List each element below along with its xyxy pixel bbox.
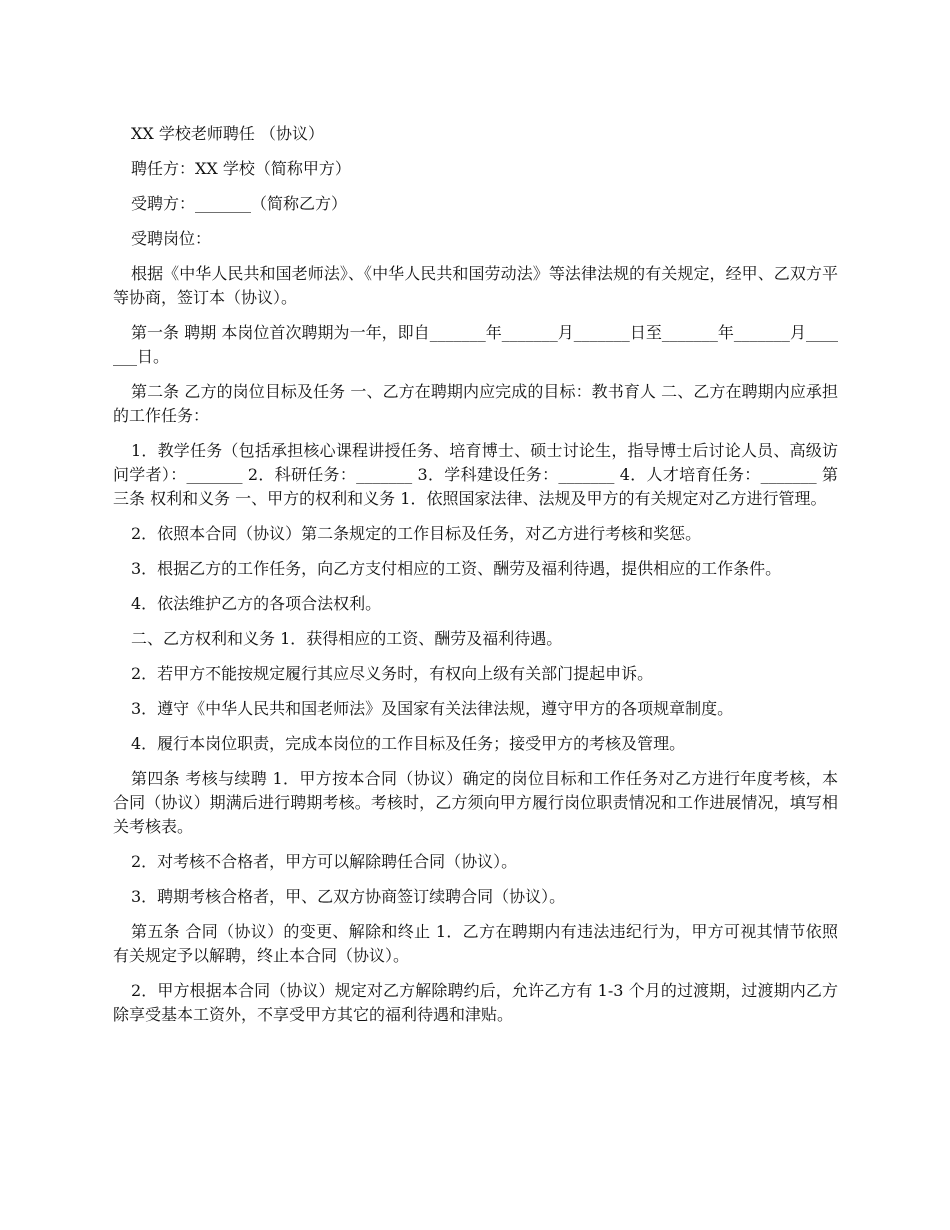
article-1-paragraph: 第一条 聘期 本岗位首次聘期为一年，即自_______年_______月_______日至_______年_______月_______日。 <box>113 323 838 366</box>
article-5-item-2: 2．甲方根据本合同（协议）规定对乙方解除聘约后，允许乙方有 1-3 个月的过渡期，过渡期内乙方除享受基本工资外，不享受甲方其它的福利待遇和津贴。 <box>113 981 838 1024</box>
employer-line: 聘任方：XX 学校（简称甲方） <box>131 159 351 178</box>
position-line: 受聘岗位： <box>131 229 212 248</box>
article-4-paragraph: 第四条 考核与续聘 1．甲方按本合同（协议）确定的岗位目标和工作任务对乙方进行年度考核，本合同（协议）期满后进行聘期考核。考核时，乙方须向甲方履行岗位职责情况和工作进展情况，填写相关考核表。 <box>113 769 838 836</box>
employer-duty-4: 4．依法维护乙方的各项合法权利。 <box>131 594 382 613</box>
employee-rights-1: 二、乙方权利和义务 1．获得相应的工资、酬劳及福利待遇。 <box>131 629 563 648</box>
employer-duty-2: 2．依照本合同（协议）第二条规定的工作目标及任务，对乙方进行考核和奖惩。 <box>131 524 702 543</box>
preamble-paragraph: 根据《中华人民共和国老师法》、《中华人民共和国劳动法》等法律法规的有关规定，经甲、乙双方平等协商，签订本（协议）。 <box>113 264 838 307</box>
article-4-item-3: 3．聘期考核合格者，甲、乙双方协商签订续聘合同（协议）。 <box>131 887 566 906</box>
employee-rights-2: 2．若甲方不能按规定履行其应尽义务时，有权向上级有关部门提起申诉。 <box>131 664 654 683</box>
tasks-paragraph: 1．教学任务（包括承担核心课程讲授任务、培育博士、硕士讨论生，指导博士后讨论人员、高级访问学者）：_______ 2．科研任务：_______ 3．学科建设任务：_______ 4．人才培育任务：_______ 第三条 权利和义务 一、甲方的权利和义务 1．依照国家法律、法规及甲方的有关规定对乙方进行管理。 <box>113 441 838 508</box>
article-4-item-2: 2．对考核不合格者，甲方可以解除聘任合同（协议）。 <box>131 852 518 871</box>
document-title: XX 学校老师聘任 （协议） <box>131 124 324 143</box>
article-2-paragraph: 第二条 乙方的岗位目标及任务 一、乙方在聘期内应完成的目标：教书育人 二、乙方在聘期内应承担的工作任务： <box>113 382 838 425</box>
employee-line: 受聘方：_______（简称乙方） <box>131 194 348 213</box>
employer-duty-3: 3．根据乙方的工作任务，向乙方支付相应的工资、酬劳及福利待遇，提供相应的工作条件。 <box>131 559 782 578</box>
document-body <box>113 122 838 1038</box>
employee-rights-3: 3．遵守《中华人民共和国老师法》及国家有关法律法规，遵守甲方的各项规章制度。 <box>131 699 734 718</box>
employee-rights-4: 4．履行本岗位职责，完成本岗位的工作目标及任务；接受甲方的考核及管理。 <box>131 734 686 753</box>
article-5-paragraph: 第五条 合同（协议）的变更、解除和终止 1．乙方在聘期内有违法违纪行为，甲方可视其情节依照有关规定予以解聘，终止本合同（协议）。 <box>113 922 838 965</box>
